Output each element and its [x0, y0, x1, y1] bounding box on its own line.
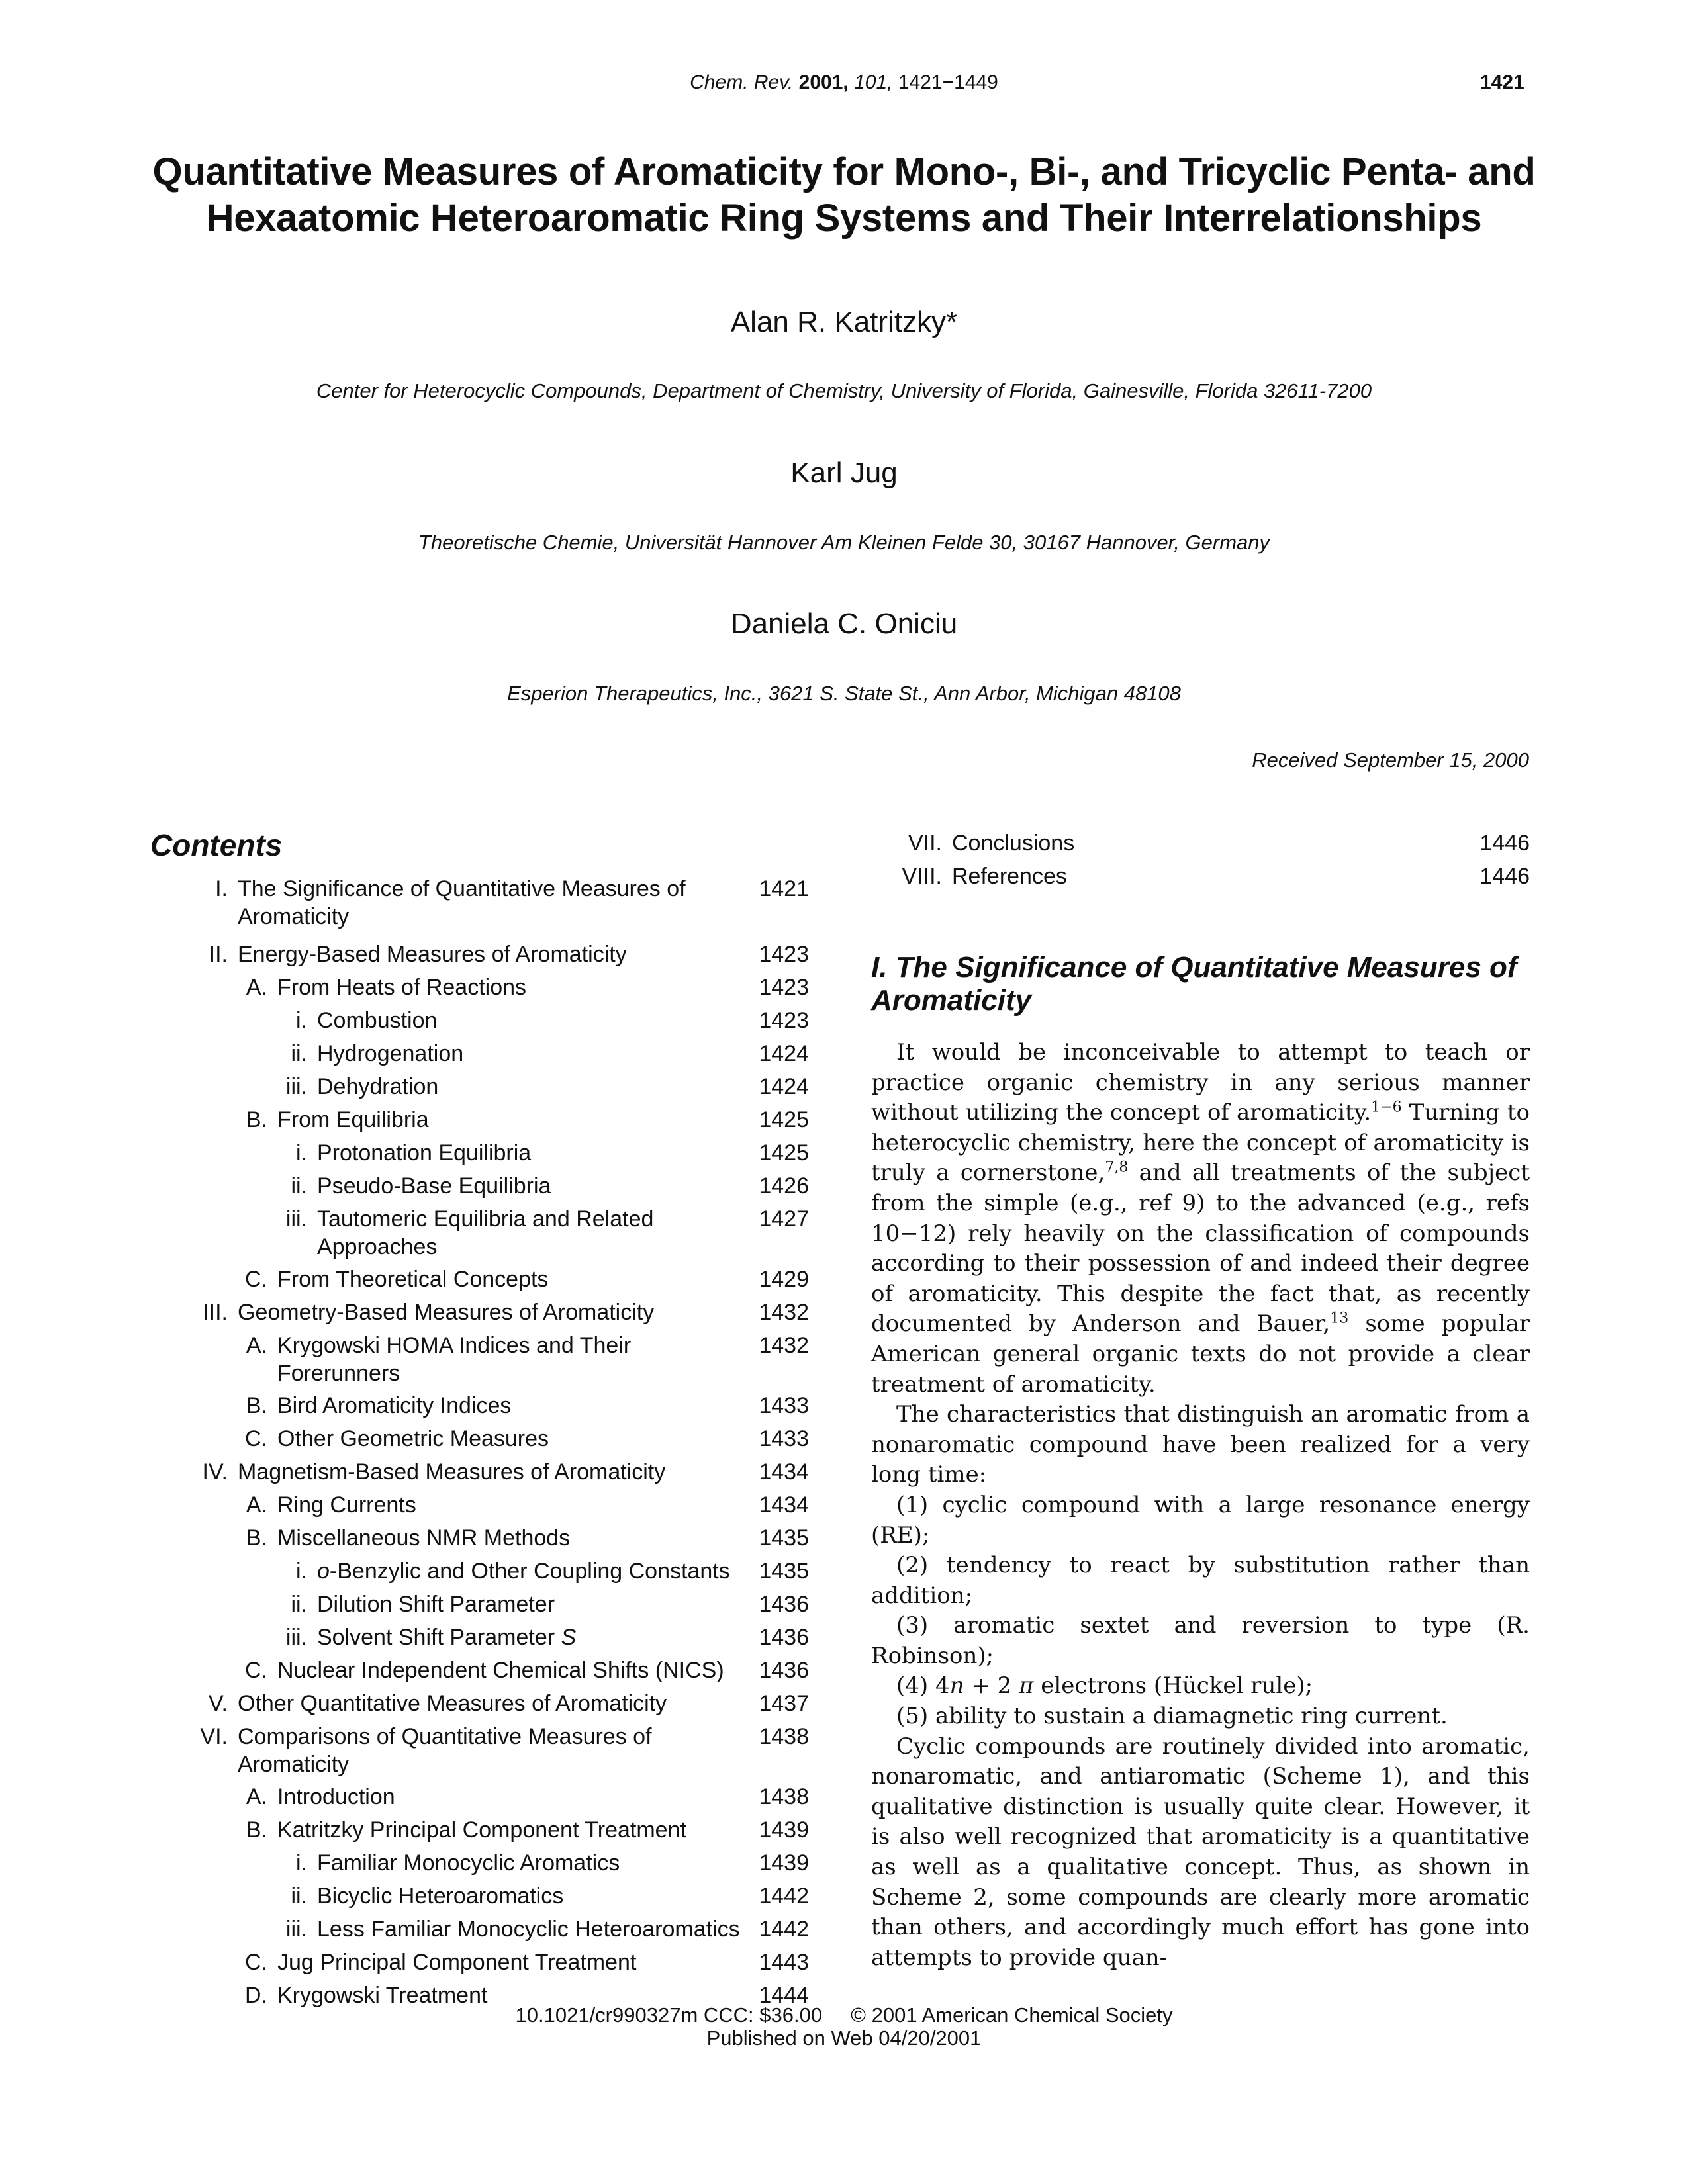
toc-entry-number: B.: [246, 1107, 267, 1132]
footer-doi-line: [0, 2003, 1688, 2027]
toc-entry-page: 1439: [759, 1817, 809, 1843]
toc-entry-label: Ring Currents: [277, 1492, 416, 1518]
toc-entry-label: Other Quantitative Measures of Aromaticity: [238, 1691, 667, 1716]
toc-entry-page: 1442: [759, 1884, 809, 1909]
toc-entry-number: iii.: [285, 1917, 307, 1942]
author-affiliation-1: Center for Heterocyclic Compounds, Department of Chemistry, University of Florida, Gainesville, Florida 32611-7200: [316, 379, 1372, 402]
toc-entry-page: 1423: [759, 942, 809, 967]
toc-entry-label: Pseudo-Base Equilibria: [317, 1173, 551, 1199]
toc-entry-number: iii.: [285, 1625, 307, 1650]
footer-doi: 10.1021/cr990327m CCC: $36.00: [515, 2003, 823, 2026]
toc-entry-number: ii.: [291, 1041, 307, 1066]
toc-entry-number: A.: [246, 975, 267, 1000]
journal-year: 2001,: [798, 71, 849, 93]
toc-entry-page: 1439: [759, 1850, 809, 1876]
toc-entry-page: 1425: [759, 1140, 809, 1165]
toc-entry-page: 1433: [759, 1426, 809, 1451]
toc-entry-label: Energy-Based Measures of Aromaticity: [238, 942, 627, 967]
toc-entry-number: ii.: [291, 1884, 307, 1909]
toc-entry-page: 1423: [759, 1008, 809, 1033]
toc-entry-label: Katritzky Principal Component Treatment: [277, 1817, 686, 1843]
toc-entry-page: 1443: [759, 1950, 809, 1975]
toc-entry-label: Geometry-Based Measures of Aromaticity: [238, 1300, 655, 1325]
toc-entry-page: 1423: [759, 975, 809, 1000]
toc-entry-page: 1425: [759, 1107, 809, 1132]
toc-entry-number: IV.: [202, 1459, 228, 1484]
toc-entry-number: II.: [209, 942, 228, 967]
journal-volume: 101,: [854, 71, 893, 93]
toc-entry-number: ii.: [291, 1592, 307, 1617]
toc-entry-label: References: [952, 864, 1067, 889]
toc-entry-number: A.: [246, 1784, 267, 1809]
toc-entry-page: 1429: [759, 1267, 809, 1292]
toc-entry-label: Bird Aromaticity Indices: [277, 1393, 512, 1418]
toc-entry-page: 1437: [759, 1691, 809, 1716]
toc-entry-label: Krygowski HOMA Indices and Their Forerunners: [277, 1333, 632, 1386]
citation: 1−6: [1371, 1099, 1402, 1116]
toc-entry-number: A.: [246, 1333, 267, 1358]
toc-entry-number: i.: [296, 1850, 307, 1876]
toc-entry-label: Krygowski Treatment: [277, 1983, 488, 2008]
toc-entry-number: i.: [296, 1008, 307, 1033]
toc-entry-page: 1436: [759, 1625, 809, 1650]
paragraph-1: It would be inconceivable to attempt to teach or practice organic chemistry in any serious manner without utilizing the concept of aromaticity.$^{1-6}$ Turning to heterocyclic chemistry, here the concept of aromaticity is truly a cornerstone,$^{7,8}$ and all treatments of the subject from the simple (e.g., ref 9) to the advanced (e.g., refs 10−12) rely heavily on the classification of compounds according to their possession of and indeed their degree of aromaticity. This despite the fact that, as recently documented by Anderson and Bauer,$^{13}$ some popular American general organic texts do not provide a clear treatment of aromaticity.: [871, 1039, 1530, 1398]
page-number: 1421: [1480, 71, 1524, 93]
toc-entry-page: 1427: [759, 1206, 809, 1232]
title-line-1: Quantitative Measures of Aromaticity for Mono-, Bi-, and Tricyclic Penta- and: [152, 150, 1536, 193]
citation: 7,8: [1105, 1160, 1129, 1177]
toc-entry-page: 1426: [759, 1173, 809, 1199]
section-body: [871, 1038, 1530, 1973]
author-name-2: Karl Jug: [790, 457, 898, 489]
toc-entry-label: o-Benzylic and Other Coupling Constants: [317, 1559, 730, 1584]
title-line-2: Hexaatomic Heteroaromatic Ring Systems and Their Interrelationships: [206, 197, 1482, 240]
toc-entry-page: 1421: [759, 876, 809, 901]
paragraph-2: The characteristics that distinguish an aromatic from a nonaromatic compound have been realized for a very long time:: [871, 1401, 1530, 1488]
toc-entry-number: C.: [245, 1426, 267, 1451]
toc-entry-page: 1424: [759, 1074, 809, 1099]
toc-entry-label: Dehydration: [317, 1074, 439, 1099]
list-item: (3) aromatic sextet and reversion to type (R. Robinson);: [871, 1612, 1530, 1669]
toc-entry-page: 1434: [759, 1492, 809, 1518]
toc-entry-label: Other Geometric Measures: [277, 1426, 549, 1451]
toc-entry-page: 1436: [759, 1658, 809, 1683]
toc-entry-number: B.: [246, 1393, 267, 1418]
citation: 13: [1330, 1310, 1349, 1328]
toc-entry-label: Tautomeric Equilibria and Related Approaches: [317, 1206, 654, 1259]
article-title: [99, 149, 1589, 242]
author-affiliation-2: Theoretische Chemie, Universität Hannover Am Kleinen Felde 30, 30167 Hannover, Germany: [418, 531, 1270, 554]
toc-entry-number: i.: [296, 1559, 307, 1584]
toc-entry-page: 1432: [759, 1300, 809, 1325]
toc-entry-page: 1424: [759, 1041, 809, 1066]
list-item: (4) 4n + 2 π electrons (Hückel rule);: [896, 1672, 1313, 1700]
toc-entry-label: Dilution Shift Parameter: [317, 1592, 555, 1617]
list-item: (5) ability to sustain a diamagnetic ring current.: [896, 1703, 1448, 1730]
footer-published: Published on Web 04/20/2001: [706, 2026, 982, 2050]
toc-entry-number: C.: [245, 1950, 267, 1975]
list-item: (2) tendency to react by substitution rather than addition;: [871, 1552, 1530, 1609]
received-date: Received September 15, 2000: [1252, 749, 1529, 772]
toc-entry-label: Comparisons of Quantitative Measures of Aromaticity: [238, 1724, 652, 1777]
toc-entry-number: ii.: [291, 1173, 307, 1199]
toc-entry-page: 1444: [759, 1983, 809, 2008]
toc-entry-label: Nuclear Independent Chemical Shifts (NICS): [277, 1658, 724, 1683]
toc-entry-page: 1435: [759, 1525, 809, 1551]
toc-entry-page: 1432: [759, 1333, 809, 1358]
toc-entry-page: 1435: [759, 1559, 809, 1584]
toc-entry-number: D.: [245, 1983, 267, 2008]
toc-entry-page: 1434: [759, 1459, 809, 1484]
paragraph-3: Cyclic compounds are routinely divided into aromatic, nonaromatic, and antiaromatic (Scheme 1), and this qualitative distinction is usually quite clear. However, it is also well recognized that aromaticity is a quantitative as well as a qualitative concept. Thus, as shown in Scheme 2, some compounds are clearly more aromatic than others, and accordingly much effort has gone into attempts to provide quan-: [871, 1733, 1530, 1971]
list-item: (1) cyclic compound with a large resonance energy (RE);: [871, 1491, 1530, 1549]
toc-entry-page: 1438: [759, 1784, 809, 1809]
toc-entry-number: B.: [246, 1525, 267, 1551]
toc-entry-label: Introduction: [277, 1784, 395, 1809]
contents-heading: Contents: [150, 828, 283, 862]
toc-entry-number: A.: [246, 1492, 267, 1518]
toc-entry-label: Conclusions: [952, 831, 1075, 856]
toc-entry-number: C.: [245, 1267, 267, 1292]
toc-entry-page: 1436: [759, 1592, 809, 1617]
running-head: [0, 71, 1688, 94]
toc-entry-label: Less Familiar Monocyclic Heteroaromatics: [317, 1917, 740, 1942]
toc-entry-page: 1442: [759, 1917, 809, 1942]
toc-entry-label: The Significance of Quantitative Measures of Aromaticity: [238, 876, 686, 929]
author-affiliation-3: Esperion Therapeutics, Inc., 3621 S. State St., Ann Arbor, Michigan 48108: [507, 682, 1181, 705]
journal-name: Chem. Rev.: [690, 71, 794, 93]
toc-entry-label: Hydrogenation: [317, 1041, 464, 1066]
section-heading: I. The Significance of Quantitative Measures of Aromaticity: [871, 951, 1517, 1017]
toc-entry-label: From Theoretical Concepts: [277, 1267, 549, 1292]
toc-entry-number: VII.: [908, 831, 942, 856]
toc-entry-label: Jug Principal Component Treatment: [277, 1950, 637, 1975]
toc-entry-label: Magnetism-Based Measures of Aromaticity: [238, 1459, 666, 1484]
toc-entry-label: Protonation Equilibria: [317, 1140, 532, 1165]
toc-entry-label: From Equilibria: [277, 1107, 429, 1132]
toc-entry-label: Familiar Monocyclic Aromatics: [317, 1850, 620, 1876]
toc-entry-number: B.: [246, 1817, 267, 1843]
toc-entry-label: Solvent Shift Parameter S: [317, 1625, 577, 1650]
toc-entry-page: 1446: [1479, 831, 1530, 856]
toc-entry-number: i.: [296, 1140, 307, 1165]
toc-entry-label: Bicyclic Heteroaromatics: [317, 1884, 564, 1909]
toc-entry-number: VI.: [200, 1724, 228, 1749]
footer-copyright: © 2001 American Chemical Society: [851, 2003, 1173, 2026]
toc-entry-number: iii.: [285, 1206, 307, 1232]
toc-entry-label: Combustion: [317, 1008, 438, 1033]
toc-entry-page: 1433: [759, 1393, 809, 1418]
toc-entry-number: V.: [208, 1691, 228, 1716]
toc-entry-number: VIII.: [902, 864, 942, 889]
toc-entry-label: From Heats of Reactions: [277, 975, 527, 1000]
toc-entry-page: 1446: [1479, 864, 1530, 889]
toc-entry-label: Miscellaneous NMR Methods: [277, 1525, 571, 1551]
author-name-1: Alan R. Katritzky*: [730, 306, 958, 338]
author-name-3: Daniela C. Oniciu: [730, 608, 958, 640]
toc-entry-number: I.: [215, 876, 228, 901]
toc-entry-number: C.: [245, 1658, 267, 1683]
toc-entry-page: 1438: [759, 1724, 809, 1749]
journal-pages: 1421−1449: [898, 71, 998, 93]
toc-entry-number: III.: [203, 1300, 228, 1325]
toc-entry-number: iii.: [285, 1074, 307, 1099]
